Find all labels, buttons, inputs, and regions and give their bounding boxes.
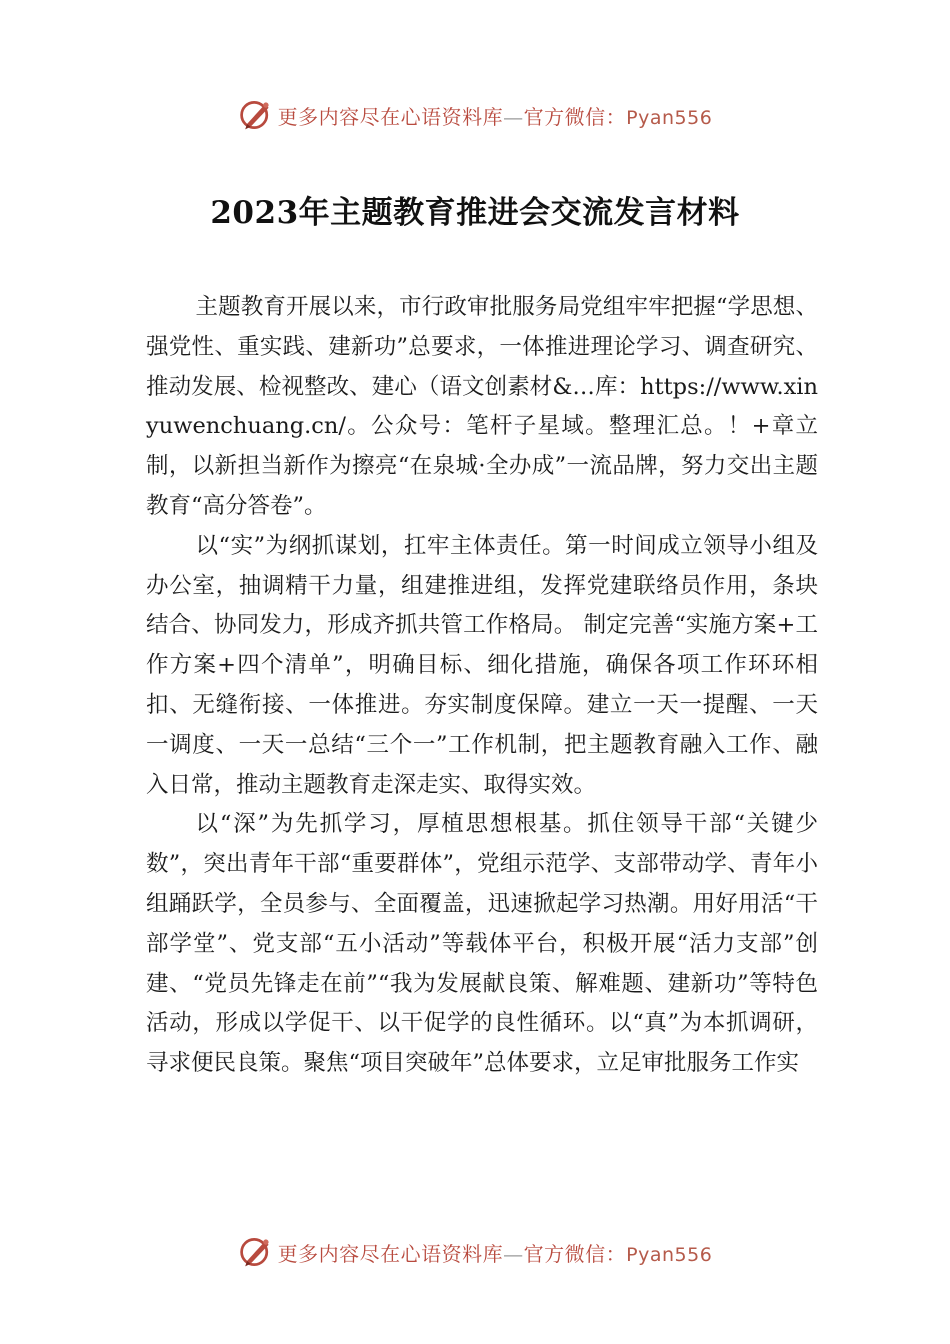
header-watermark-banner bbox=[0, 95, 950, 135]
document-body bbox=[146, 288, 818, 1084]
banner-wechat-label: 官方微信： bbox=[523, 1241, 627, 1266]
banner-site-text: 更多内容尽在心语资料库 bbox=[277, 1241, 504, 1266]
banner-wechat-label: 官方微信： bbox=[523, 104, 627, 129]
banner-wechat-id: Pyan556 bbox=[626, 106, 713, 129]
body-paragraph-3: 以“深”为先抓学习，厚植思想根基。抓住领导干部“关键少数”，突出青年干部“重要群体”，党组示范学、支部带动学、青年小组踊跃学，全员参与、全面覆盖，迅速掀起学习热潮。用好用活“干部学堂”、党支部“五小活动”等载体平台，积极开展“活力支部”创建、“党员先锋走在前”“我为发展献良策、解难题、建新功”等特色活动，形成以学促干、以干促学的良性循环。以“真”为本抓调研，寻求便民良策。聚焦“项目突破年”总体要求，立足审批服务工作实 bbox=[146, 811, 818, 1077]
banner-text bbox=[278, 101, 713, 130]
banner-site-text: 更多内容尽在心语资料库 bbox=[277, 104, 504, 129]
pen-logo-icon bbox=[238, 97, 274, 133]
banner-separator: — bbox=[503, 1241, 524, 1266]
banner-text bbox=[278, 1238, 713, 1267]
body-paragraph-2: 以“实”为纲抓谋划，扛牢主体责任。第一时间成立领导小组及办公室，抽调精干力量，组建推进组，发挥党建联络员作用，条块结合、协同发力，形成齐抓共管工作格局。 制定完善“实施方案+工作方案+四个清单”，明确目标、细化措施，确保各项工作环环相扣、无缝衔接、一体推进。夯实制度保障。建立一天一提醒、一天一调度、一天一总结“三个一”工作机制，把主题教育融入工作、融入日常，推动主题教育走深走实、取得实效。 bbox=[146, 532, 818, 798]
pen-logo-icon bbox=[238, 1234, 274, 1270]
banner-separator: — bbox=[503, 104, 524, 129]
body-paragraph-1: 主题教育开展以来，市行政审批服务局党组牢牢把握“学思想、强党性、重实践、建新功”总要求，一体推进理论学习、调查研究、推动发展、检视整改、建心（语文创素材&…库：https://www.xinyuwenchuang.cn/。公众号：笔杆子星域。整理汇总。！+章立制，以新担当新作为擦亮“在泉城·全办成”一流品牌，努力交出主题教育“高分答卷”。 bbox=[146, 294, 818, 519]
banner-wechat-id: Pyan556 bbox=[626, 1243, 713, 1266]
footer-watermark-banner bbox=[0, 1232, 950, 1272]
document-title: 2023年主题教育推进会交流发言材料 bbox=[210, 195, 740, 231]
